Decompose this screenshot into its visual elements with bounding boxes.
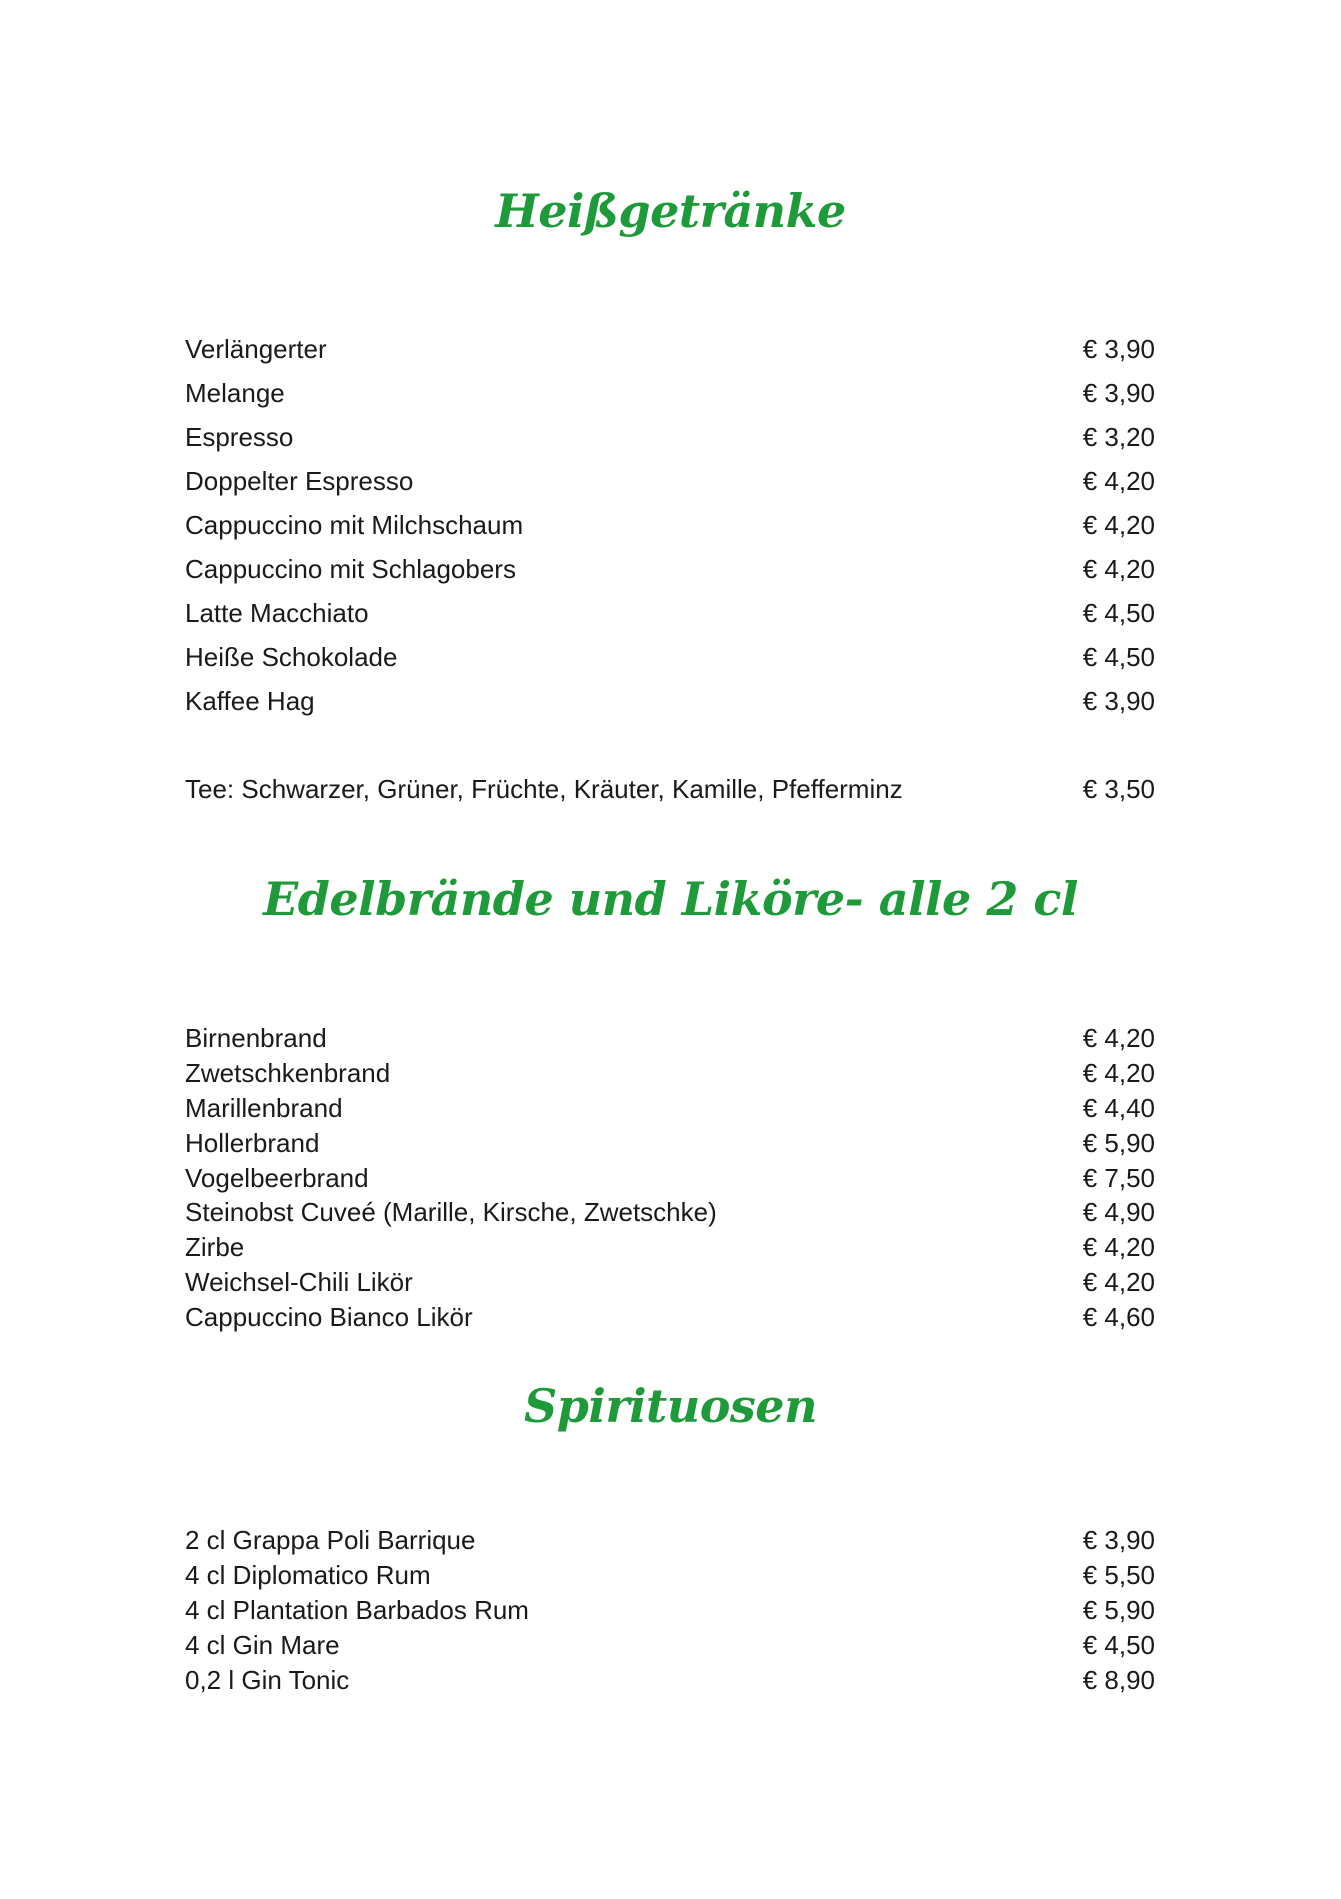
list-item [185,1665,1155,1695]
item-name: Cappuccino mit Schlagobers [185,554,516,584]
list-item [185,686,1155,716]
list-item [185,1595,1155,1625]
item-name: Tee: Schwarzer, Grüner, Früchte, Kräuter, Kamille, Pfefferminz [185,774,903,804]
list-item [185,774,1155,804]
item-name: 4 cl Gin Mare [185,1630,340,1660]
list-item [185,1267,1155,1297]
list-item [185,1560,1155,1590]
list-item [185,554,1155,584]
item-price: € 4,50 [1082,598,1155,628]
item-price: € 4,20 [1082,1232,1155,1262]
item-price: € 3,90 [1082,378,1155,408]
item-name: Espresso [185,422,294,452]
item-name: Melange [185,378,285,408]
item-price: € 5,50 [1082,1560,1155,1590]
item-price: € 4,20 [1082,1058,1155,1088]
item-name: Marillenbrand [185,1093,343,1123]
item-name: Hollerbrand [185,1128,320,1158]
section-title-spirits: Spirituosen [523,1379,818,1433]
item-name: 0,2 l Gin Tonic [185,1665,350,1695]
list-item [185,1302,1155,1332]
item-name: Weichsel-Chili Likör [185,1267,413,1297]
item-price: € 4,20 [1082,1023,1155,1053]
list-item [185,1128,1155,1158]
list-item [185,466,1155,496]
item-price: € 5,90 [1082,1595,1155,1625]
list-item [185,334,1155,364]
item-name: Heiße Schokolade [185,642,398,672]
item-price: € 3,50 [1082,774,1155,804]
item-price: € 4,20 [1082,510,1155,540]
list-item [185,1197,1155,1227]
item-name: Latte Macchiato [185,598,369,628]
item-name: Doppelter Espresso [185,466,414,496]
item-name: Zirbe [185,1232,245,1262]
item-price: € 4,60 [1082,1302,1155,1332]
item-price: € 4,50 [1082,1630,1155,1660]
item-name: Kaffee Hag [185,686,315,716]
list-item [185,1023,1155,1053]
item-price: € 7,50 [1082,1163,1155,1193]
list-item [185,1058,1155,1088]
item-name: Zwetschkenbrand [185,1058,391,1088]
item-name: 4 cl Diplomatico Rum [185,1560,431,1590]
item-price: € 4,20 [1082,466,1155,496]
list-item [185,422,1155,452]
item-price: € 4,40 [1082,1093,1155,1123]
item-price: € 3,90 [1082,1525,1155,1555]
item-price: € 4,50 [1082,642,1155,672]
item-price: € 4,20 [1082,1267,1155,1297]
list-item [185,1163,1155,1193]
item-name: Cappuccino mit Milchschaum [185,510,524,540]
list-item [185,598,1155,628]
item-price: € 4,90 [1082,1197,1155,1227]
list-item [185,1093,1155,1123]
item-name: Verlängerter [185,334,327,364]
item-name: Birnenbrand [185,1023,327,1053]
section-title-brandies-liqueurs: Edelbrände und Liköre- alle 2 cl [263,872,1078,926]
item-price: € 5,90 [1082,1128,1155,1158]
item-price: € 3,20 [1082,422,1155,452]
list-item [185,1232,1155,1262]
item-price: € 4,20 [1082,554,1155,584]
list-item [185,1525,1155,1555]
item-price: € 3,90 [1082,686,1155,716]
list-item [185,378,1155,408]
item-price: € 8,90 [1082,1665,1155,1695]
item-name: Steinobst Cuveé (Marille, Kirsche, Zwetschke) [185,1197,717,1227]
item-name: 2 cl Grappa Poli Barrique [185,1525,476,1555]
list-item [185,1630,1155,1660]
item-name: Cappuccino Bianco Likör [185,1302,473,1332]
item-price: € 3,90 [1082,334,1155,364]
list-item [185,510,1155,540]
section-title-hot-drinks: Heißgetränke [495,184,846,238]
list-item [185,642,1155,672]
item-name: 4 cl Plantation Barbados Rum [185,1595,529,1625]
item-name: Vogelbeerbrand [185,1163,369,1193]
